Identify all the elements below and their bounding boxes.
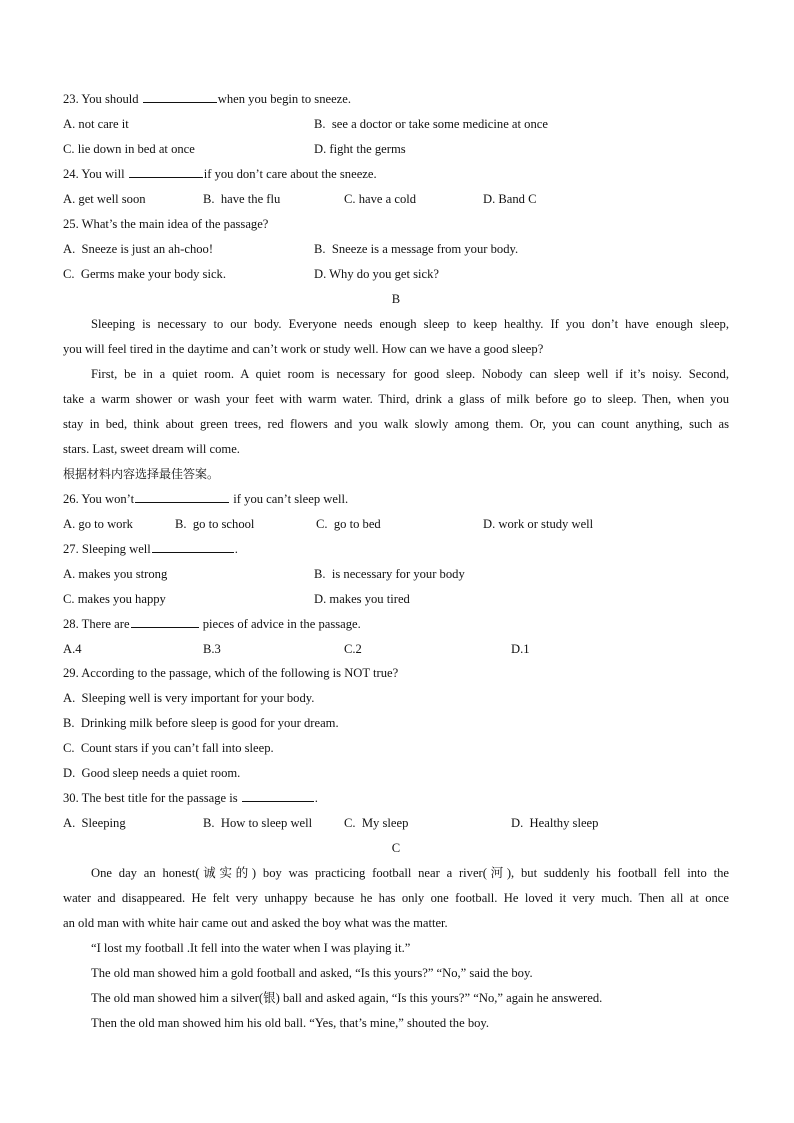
q23-options-row2 [0, 138, 794, 160]
q26-stem-after: if you can’t sleep well. [230, 492, 349, 506]
q30-stem [0, 787, 794, 809]
q29-option-c[interactable]: C. Count stars if you can’t fall into sleep. [63, 741, 274, 755]
q29-option-b[interactable]: B. Drinking milk before sleep is good for your dream. [63, 716, 339, 730]
q25-options-row2 [0, 263, 794, 285]
passage-line: One day an honest(诚实的) boy was practicing football near a river(河), but suddenly his football fell into the [91, 866, 729, 880]
passage-line: The old man showed him a silver(银) ball and asked again, “Is this yours?” “No,” again he answered. [91, 991, 603, 1005]
section-c-p4 [0, 987, 794, 1009]
q23-stem-before: 23. You should [63, 92, 142, 106]
q27-stem [0, 538, 794, 560]
q30-options [0, 812, 794, 834]
section-c-p1-line3 [0, 912, 794, 934]
section-b-p1-line2 [0, 338, 794, 360]
q25-stem [0, 213, 794, 235]
q25-options-row1 [0, 238, 794, 260]
passage-line: stars. Last, sweet dream will come. [63, 442, 240, 456]
q30-stem-after: . [314, 791, 318, 805]
q29-option-c-row [0, 737, 794, 759]
q28-stem [0, 613, 794, 635]
q26-option-b[interactable]: B. go to school [175, 517, 255, 531]
section-b-p2-line2 [0, 388, 794, 410]
passage-line: “I lost my football .It fell into the water when I was playing it.” [91, 941, 411, 955]
section-c-p2 [0, 937, 794, 959]
q26-option-d[interactable]: D. work or study well [483, 517, 594, 531]
q25-option-d[interactable]: D. Why do you get sick? [314, 267, 439, 281]
section-b-p2-line3 [0, 413, 794, 435]
q26-stem-before: 26. You won’t [63, 492, 135, 506]
q26-answer-blank[interactable] [135, 489, 229, 503]
q28-option-c[interactable]: C.2 [344, 642, 362, 656]
q28-options [0, 638, 794, 660]
q23-option-c[interactable]: C. lie down in bed at once [63, 142, 195, 156]
section-b-instruction: 根据材料内容选择最佳答案。 [63, 467, 220, 481]
section-b-p1-line1 [0, 313, 794, 335]
section-b-p2-line1 [0, 363, 794, 385]
passage-line: water and disappeared. He felt very unhappy because he has only one football. He loved it very much. Then all at once [63, 891, 729, 905]
q27-option-d[interactable]: D. makes you tired [314, 592, 410, 606]
q27-stem-after: . [234, 542, 238, 556]
q23-stem [0, 88, 794, 110]
q29-option-a[interactable]: A. Sleeping well is very important for your body. [63, 691, 315, 705]
q23-option-a[interactable]: A. not care it [63, 117, 129, 131]
q30-option-c[interactable]: C. My sleep [344, 816, 409, 830]
passage-line: you will feel tired in the daytime and can’t work or study well. How can we have a good sleep? [63, 342, 544, 356]
section-c-p5 [0, 1012, 794, 1034]
q24-stem-before: 24. You will [63, 167, 128, 181]
q28-stem-before: 28. There are [63, 617, 130, 631]
q25-option-c[interactable]: C. Germs make your body sick. [63, 267, 226, 281]
passage-line: First, be in a quiet room. A quiet room is necessary for good sleep. Nobody can sleep well if it’s noisy. Second, [91, 367, 729, 381]
q28-option-a[interactable]: A.4 [63, 642, 82, 656]
q23-answer-blank[interactable] [143, 89, 217, 103]
q24-option-b[interactable]: B. have the flu [203, 192, 281, 206]
q24-option-a[interactable]: A. get well soon [63, 192, 146, 206]
passage-line: Then the old man showed him his old ball. “Yes, that’s mine,” shouted the boy. [91, 1016, 490, 1030]
q27-option-a[interactable]: A. makes you strong [63, 567, 168, 581]
q23-option-b[interactable]: B. see a doctor or take some medicine at once [314, 117, 548, 131]
q27-options-row1 [0, 563, 794, 585]
q29-option-d[interactable]: D. Good sleep needs a quiet room. [63, 766, 241, 780]
q28-option-d[interactable]: D.1 [511, 642, 530, 656]
q27-option-c[interactable]: C. makes you happy [63, 592, 166, 606]
q25-option-a[interactable]: A. Sneeze is just an ah-choo! [63, 242, 214, 256]
q26-stem [0, 488, 794, 510]
q24-options [0, 188, 794, 210]
q29-option-d-row [0, 762, 794, 784]
q23-options-row1 [0, 113, 794, 135]
q23-stem-after: when you begin to sneeze. [217, 92, 351, 106]
section-c-heading: C [391, 841, 401, 855]
q26-option-c[interactable]: C. go to bed [316, 517, 381, 531]
q29-option-a-row [0, 687, 794, 709]
q25-stem-text: 25. What’s the main idea of the passage? [63, 217, 269, 231]
q24-stem [0, 163, 794, 185]
q27-answer-blank[interactable] [152, 539, 234, 553]
passage-line: an old man with white hair came out and asked the boy what was the matter. [63, 916, 448, 930]
q23-option-d[interactable]: D. fight the germs [314, 142, 406, 156]
q29-option-b-row [0, 712, 794, 734]
q30-stem-before: 30. The best title for the passage is [63, 791, 241, 805]
q27-stem-before: 27. Sleeping well [63, 542, 151, 556]
q30-option-a[interactable]: A. Sleeping [63, 816, 126, 830]
q27-options-row2 [0, 588, 794, 610]
q24-stem-after: if you don’t care about the sneeze. [203, 167, 377, 181]
section-b-heading-row [0, 288, 794, 310]
section-b-p2-line4 [0, 438, 794, 460]
q26-option-a[interactable]: A. go to work [63, 517, 133, 531]
q29-stem-text: 29. According to the passage, which of the following is NOT true? [63, 666, 399, 680]
passage-line: The old man showed him a gold football and asked, “Is this yours?” “No,” said the boy. [91, 966, 533, 980]
q26-options [0, 513, 794, 535]
q28-stem-after: pieces of advice in the passage. [199, 617, 361, 631]
section-c-heading-row [0, 837, 794, 859]
q28-option-b[interactable]: B.3 [203, 642, 221, 656]
q30-option-b[interactable]: B. How to sleep well [203, 816, 313, 830]
q28-answer-blank[interactable] [131, 614, 199, 628]
section-b-heading: B [391, 292, 401, 306]
q30-answer-blank[interactable] [242, 788, 314, 802]
q30-option-d[interactable]: D. Healthy sleep [511, 816, 599, 830]
passage-line: take a warm shower or wash your feet with warm water. Third, drink a glass of milk before go to sleep. Then, when you [63, 392, 729, 406]
q24-answer-blank[interactable] [129, 164, 203, 178]
section-c-p1-line1 [0, 862, 794, 884]
section-c-p3 [0, 962, 794, 984]
q24-option-d[interactable]: D. Band C [483, 192, 537, 206]
passage-line: Sleeping is necessary to our body. Everyone needs enough sleep to keep healthy. If you don’t have enough sleep, [91, 317, 729, 331]
q27-option-b[interactable]: B. is necessary for your body [314, 567, 465, 581]
section-b-instruction-row [0, 463, 794, 485]
passage-line: stay in bed, think about green trees, red flowers and you walk slowly among them. Or, you can count anything, such as [63, 417, 729, 431]
q24-option-c[interactable]: C. have a cold [344, 192, 417, 206]
q29-stem [0, 662, 794, 684]
section-c-p1-line2 [0, 887, 794, 909]
q25-option-b[interactable]: B. Sneeze is a message from your body. [314, 242, 519, 256]
